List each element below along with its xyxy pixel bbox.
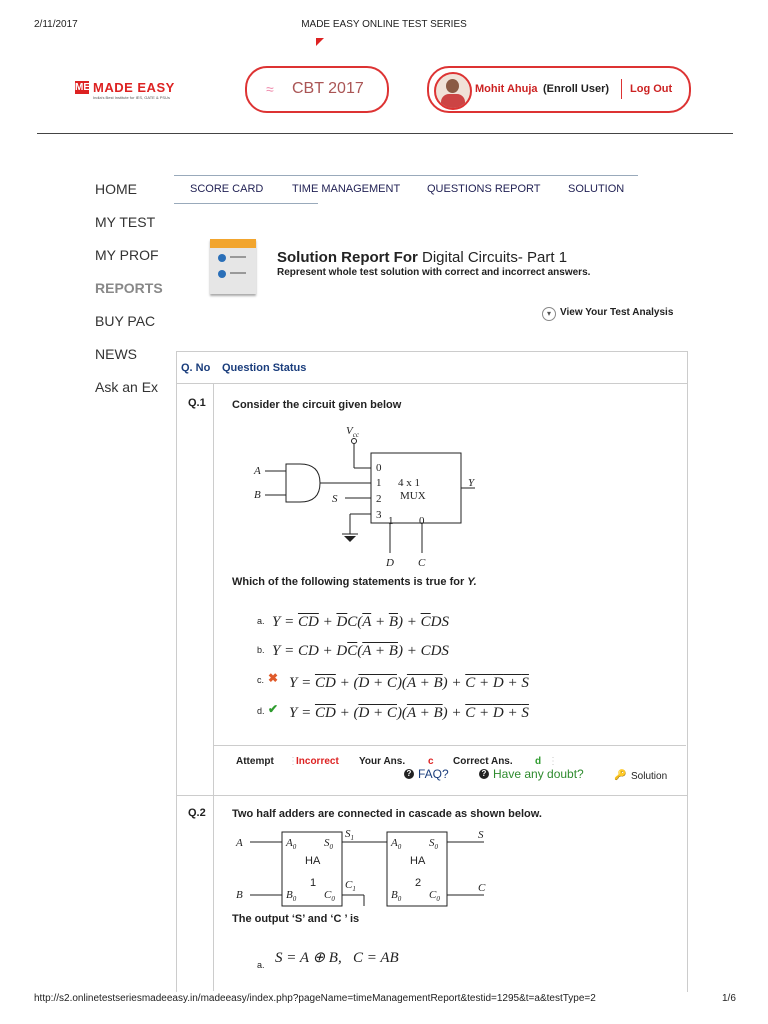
view-analysis-link[interactable]: View Your Test Analysis: [560, 307, 674, 318]
your-ans-label: Your Ans.: [359, 756, 406, 767]
select-s-label: S: [332, 493, 338, 505]
chevron-down-icon[interactable]: ▾: [542, 307, 556, 321]
select-c-label: C: [418, 557, 426, 569]
svg-text:C: C: [478, 882, 486, 894]
cross-icon: ✖: [268, 671, 279, 685]
svg-text:S: S: [478, 829, 484, 841]
row-line: [176, 795, 687, 796]
sep-2: ⋮: [548, 756, 558, 767]
svg-text:1: 1: [310, 877, 317, 889]
cbt-label: CBT 2017: [292, 80, 364, 97]
q1-question-var: Y.: [467, 576, 477, 588]
sep-1: ⋮: [288, 756, 298, 767]
option-b-label[interactable]: b.: [257, 645, 265, 655]
avatar[interactable]: [434, 72, 472, 110]
q2-text: Two half adders are connected in cascade as shown below.: [232, 808, 542, 820]
mux-in3: 3: [376, 509, 382, 521]
q2-option-a-formula[interactable]: S = A ⊕ B, C = AB: [275, 950, 399, 966]
report-title-prefix: Solution Report For: [277, 249, 418, 266]
q2-option-a-label[interactable]: a.: [257, 960, 265, 970]
attempt-status: Incorrect: [296, 756, 339, 767]
attempt-label: Attempt: [236, 756, 274, 767]
correct-ans-label: Correct Ans.: [453, 756, 513, 767]
report-title: [277, 249, 567, 266]
mux-size-label: 4 x 1: [398, 477, 420, 489]
tab-score-card[interactable]: SCORE CARD: [190, 183, 264, 195]
input-b-label: B: [254, 489, 261, 501]
logout-link[interactable]: Log Out: [630, 83, 673, 95]
option-d-formula[interactable]: $Y = \overline{C}\overline{D} + (D + C)(A + B) + C + D + S$: [289, 705, 529, 721]
tab-time-management[interactable]: TIME MANAGEMENT: [292, 183, 401, 195]
your-ans-value: c: [428, 756, 434, 767]
q1-circuit-diagram: [240, 418, 500, 578]
nav-buy-package[interactable]: BUY PAC: [95, 313, 156, 329]
footer-url: http://s2.onlinetestseriesmadeeasy.in/madeeasy/index.php?pageName=timeManagementReport&testid=1295&t=a&testType=2: [34, 993, 596, 1004]
svg-text:A: A: [236, 837, 243, 849]
mux-in0: 0: [376, 462, 382, 474]
svg-text:HA: HA: [305, 855, 321, 867]
col-qno-header: Q. No: [181, 362, 211, 374]
nav-home[interactable]: HOME: [95, 181, 137, 197]
user-name[interactable]: Mohit Ahuja: [475, 83, 538, 95]
solution-link[interactable]: Solution: [631, 771, 668, 782]
svg-text:S0: $S_0$: [429, 837, 438, 851]
svg-text:A0: $A_0$: [391, 837, 402, 851]
option-a-formula[interactable]: $Y = \overline{C}\overline{D} + \overline{D}C(\overline{A} + \overline{B}) + \overline{C}DS$: [272, 614, 449, 630]
mux-in2: 2: [376, 493, 382, 505]
svg-text:HA: HA: [410, 855, 426, 867]
svg-text:B0: $B_0$: [286, 889, 297, 903]
cbt-badge[interactable]: [245, 66, 389, 113]
question-icon: ?: [479, 769, 489, 779]
q1-question-text: Which of the following statements is true for: [232, 576, 465, 588]
q1-number: Q.1: [188, 397, 206, 409]
result-divider: [214, 745, 686, 746]
nav-my-test[interactable]: MY TEST: [95, 214, 156, 230]
user-panel: [427, 66, 691, 113]
svg-text:B: B: [236, 889, 243, 901]
logo-mark: ME: [75, 82, 90, 93]
mux-label: MUX: [400, 490, 426, 502]
tabs-bottom-line: [174, 203, 318, 204]
logo-tagline: India's Best Institute for IES, GATE & PSUs: [93, 95, 170, 100]
nav-my-profile[interactable]: MY PROF: [95, 247, 159, 263]
q2-question: The output ‘S’ and ‘C ’ is: [232, 913, 360, 925]
logo-name: MADE EASY: [93, 80, 175, 95]
tab-questions-report[interactable]: QUESTIONS REPORT: [427, 183, 541, 195]
report-icon: [200, 232, 262, 296]
svg-text:C0: $C_0$: [429, 889, 440, 903]
col-status-header: Question Status: [222, 362, 307, 374]
mux-sel1: 1: [388, 515, 394, 527]
header-divider: [37, 133, 733, 134]
nav-reports[interactable]: REPORTS: [95, 280, 163, 296]
q2-circuit-diagram: [232, 822, 502, 912]
wave-icon: ≈: [266, 81, 274, 97]
report-subtitle: Represent whole test solution with correct and incorrect answers.: [277, 267, 591, 278]
nav-ask-expert[interactable]: Ask an Ex: [95, 379, 159, 395]
option-a-label[interactable]: a.: [257, 616, 265, 626]
print-title: MADE EASY ONLINE TEST SERIES: [301, 19, 467, 30]
key-icon: 🔑: [614, 770, 627, 781]
input-a-label: A: [254, 465, 261, 477]
tab-solution[interactable]: SOLUTION: [568, 183, 625, 195]
nav-news[interactable]: NEWS: [95, 346, 137, 362]
option-c-formula[interactable]: $Y = \overline{C}\overline{D} + (D + C)(A + B) + C + D + S$: [289, 675, 529, 691]
correct-ans-value: d: [535, 756, 542, 767]
select-d-label: D: [386, 557, 394, 569]
col-line: [213, 384, 214, 991]
check-icon: ✔: [268, 702, 279, 716]
option-c-label[interactable]: c.: [257, 675, 265, 685]
option-d-label[interactable]: d.: [257, 706, 265, 716]
faq-link[interactable]: FAQ?: [418, 767, 449, 781]
mux-in1: 1: [376, 477, 382, 489]
cursor-mark: [316, 38, 324, 46]
print-date: 2/11/2017: [34, 19, 78, 30]
option-b-formula[interactable]: Y = CD + $D\overline{C}(A + B)$ + CDS: [272, 643, 449, 659]
row-line: [176, 383, 687, 384]
q1-text: Consider the circuit given below: [232, 399, 402, 411]
tabs-top-line: [174, 175, 638, 176]
svg-text:A0: $A_0$: [286, 837, 297, 851]
footer-page: 1/6: [722, 993, 736, 1004]
svg-text:B0: $B_0$: [391, 889, 402, 903]
q2-number: Q.2: [188, 807, 206, 819]
report-title-subject: Digital Circuits- Part 1: [422, 249, 568, 266]
output-y-label: Y: [468, 477, 475, 489]
question-icon: ?: [404, 769, 414, 779]
svg-text:S1: $S_1$: [345, 828, 354, 842]
vcc-label: $V_{cc}$: [346, 425, 359, 439]
doubt-link[interactable]: Have any doubt?: [493, 767, 584, 781]
svg-text:2: 2: [415, 877, 422, 889]
svg-text:S0: $S_0$: [324, 837, 333, 851]
q1-question: [232, 576, 477, 588]
mux-sel0: 0: [419, 515, 425, 527]
svg-text:C1: $C_1$: [345, 879, 356, 893]
divider: [621, 79, 622, 99]
user-role: (Enroll User): [543, 83, 610, 95]
svg-text:C0: $C_0$: [324, 889, 335, 903]
